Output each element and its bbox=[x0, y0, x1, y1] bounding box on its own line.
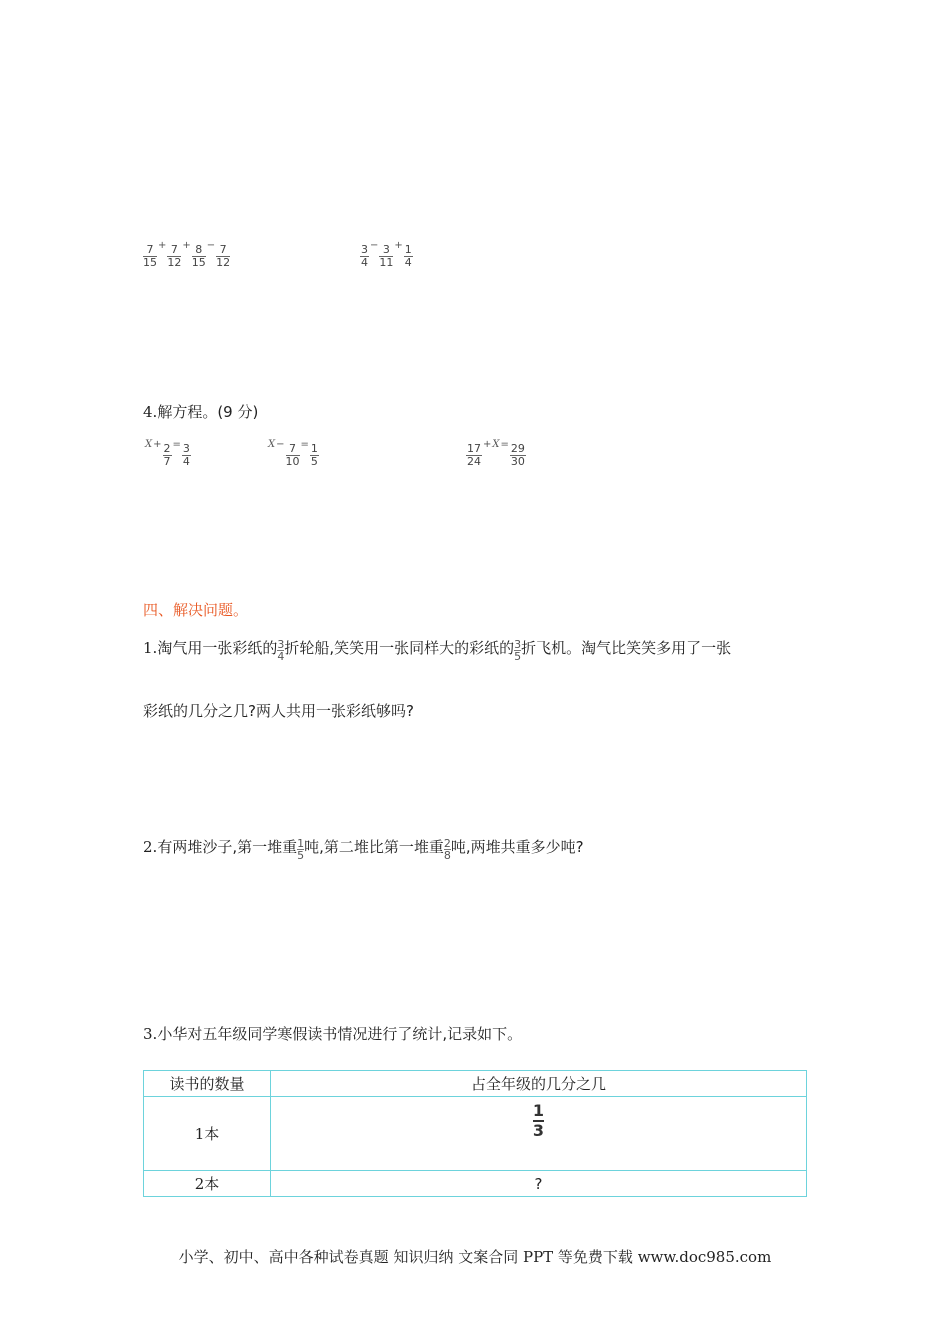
fraction: $\frac{1}{5}$ bbox=[297, 837, 305, 862]
table-cell: 1本 bbox=[144, 1097, 271, 1171]
table-cell: 2本 bbox=[144, 1171, 271, 1197]
variable: X bbox=[268, 439, 276, 450]
reading-stats-table bbox=[143, 1070, 807, 1197]
question-text: 淘气用一张彩纸的 bbox=[157, 639, 278, 657]
variable: X bbox=[145, 439, 153, 450]
equation-2 bbox=[268, 439, 319, 468]
fraction: $\frac{8}{15}$ bbox=[191, 243, 206, 269]
equals: = bbox=[172, 439, 181, 450]
variable: X bbox=[492, 439, 500, 450]
operator: + bbox=[158, 240, 167, 251]
fraction: $\frac{3}{4}$ bbox=[361, 243, 368, 269]
fraction: $\frac{29}{30}$ bbox=[510, 442, 525, 468]
fraction: $\frac{1}{3}$ bbox=[532, 1101, 545, 1140]
section-title: 四、解决问题。 bbox=[143, 601, 249, 619]
operator: − bbox=[370, 240, 379, 251]
equations-heading bbox=[143, 401, 258, 422]
calc-expression-1 bbox=[143, 240, 231, 269]
fraction: $\frac{17}{24}$ bbox=[467, 442, 481, 468]
operator: + bbox=[483, 439, 492, 450]
fraction: $\frac{7}{10}$ bbox=[285, 442, 300, 468]
question-number: 2. bbox=[143, 838, 158, 856]
question-number: 4. bbox=[143, 403, 158, 421]
operator: + bbox=[394, 240, 403, 251]
equals: = bbox=[300, 439, 309, 450]
question-text: 吨,两堆共重多少吨? bbox=[450, 838, 584, 856]
fraction: $\frac{2}{7}$ bbox=[163, 442, 171, 468]
question-text: 折飞机。淘气比笑笑多用了一张 bbox=[521, 639, 732, 657]
question-1-line-2: 彩纸的几分之几?两人共用一张彩纸够吗? bbox=[143, 702, 414, 720]
fraction: $\frac{7}{12}$ bbox=[216, 243, 231, 269]
fraction: $\frac{1}{4}$ bbox=[404, 243, 412, 269]
fraction: $\frac{1}{5}$ bbox=[310, 442, 318, 468]
table-row bbox=[144, 1097, 807, 1171]
calc-expression-2 bbox=[360, 240, 413, 269]
operator: + bbox=[182, 240, 191, 251]
equals: = bbox=[500, 439, 509, 450]
fraction: $\frac{3}{11}$ bbox=[379, 243, 394, 269]
equation-1 bbox=[145, 439, 191, 468]
fraction: $\frac{7}{15}$ bbox=[143, 243, 157, 269]
question-3 bbox=[143, 1023, 522, 1045]
operator: − bbox=[206, 240, 216, 251]
question-number: 3. bbox=[143, 1025, 158, 1043]
operator: − bbox=[276, 439, 285, 450]
question-1 bbox=[143, 637, 732, 663]
question-2 bbox=[143, 836, 584, 862]
fraction: $\frac{3}{4}$ bbox=[277, 638, 285, 663]
table-cell: ? bbox=[271, 1171, 807, 1197]
fraction: $\frac{7}{12}$ bbox=[167, 243, 182, 269]
question-text: 有两堆沙子,第一堆重 bbox=[157, 838, 298, 856]
heading-text: 解方程。(9 分) bbox=[157, 403, 259, 421]
question-text: 小华对五年级同学寒假读书情况进行了统计,记录如下。 bbox=[157, 1025, 523, 1043]
column-header: 读书的数量 bbox=[144, 1071, 271, 1097]
equation-3 bbox=[466, 439, 526, 468]
fraction: $\frac{3}{4}$ bbox=[182, 442, 190, 468]
table-cell bbox=[271, 1097, 807, 1171]
question-text: 折轮船,笑笑用一张同样大的彩纸的 bbox=[284, 639, 515, 657]
table-header-row bbox=[144, 1071, 807, 1097]
column-header: 占全年级的几分之几 bbox=[271, 1071, 807, 1097]
footer-text: 小学、初中、高中各种试卷真题 知识归纳 文案合同 PPT 等免费下载 www.doc985.com bbox=[178, 1248, 772, 1266]
question-number: 1. bbox=[143, 639, 158, 657]
question-text: 吨,第二堆比第一堆重 bbox=[304, 838, 444, 856]
fraction: $\frac{3}{5}$ bbox=[514, 638, 522, 663]
operator: + bbox=[153, 439, 162, 450]
fraction: $\frac{2}{8}$ bbox=[443, 837, 451, 862]
table-row bbox=[144, 1171, 807, 1197]
